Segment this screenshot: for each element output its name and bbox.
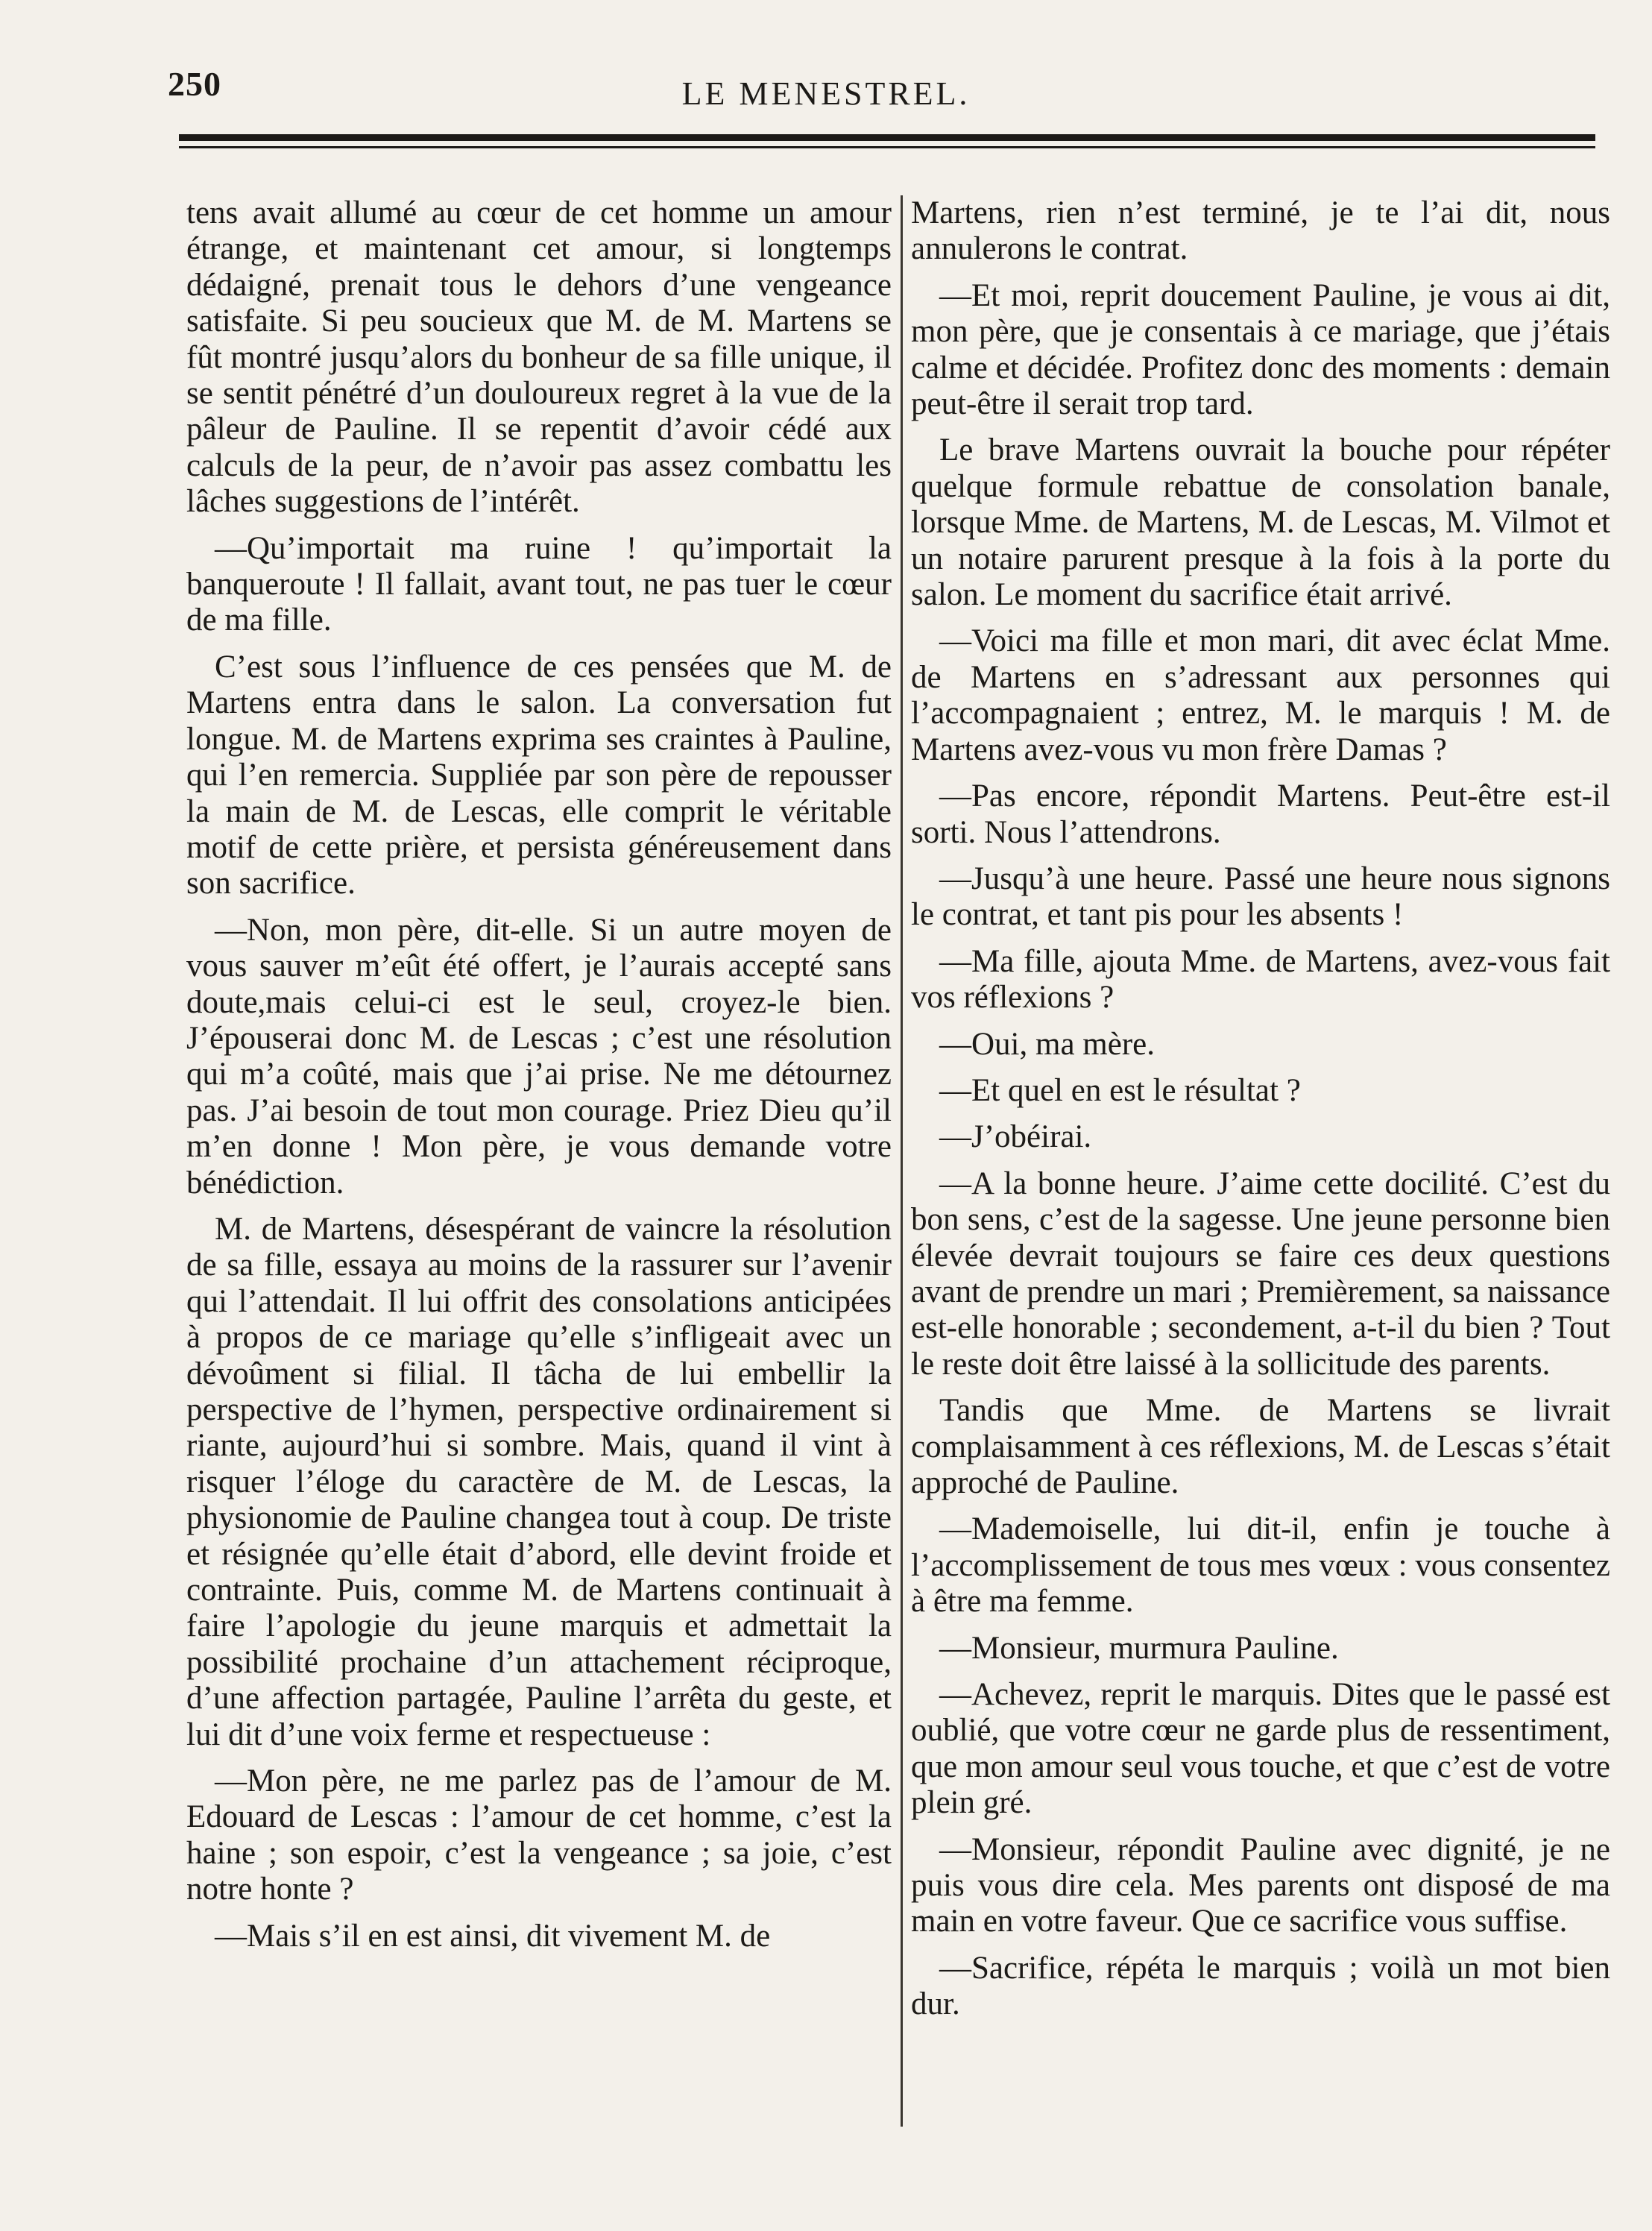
paragraph: M. de Martens, désespérant de vaincre la résolution de sa fille, essaya au moins de la rassurer sur l’avenir qui l’attendait. Il lui offrit des consolations anticipées à propos de ce mariage qu’elle s’infligeait avec un dévoûment si filial. Il tâcha de lui embellir la perspective de l’hymen, perspective ordinairement si riante, aujourd’hui si sombre. Mais, quand il vint à risquer l’éloge du caractère de M. de Lescas, la physionomie de Pauline changea tout à coup. De triste et résignée qu’elle était d’abord, elle devint froide et contrainte. Puis, comme M. de Martens continuait à faire l’apologie du jeune marquis et admettait la possibilité prochaine d’un attachement réciproque, d’une affection partagée, Pauline l’arrêta du geste, et lui dit d’une voix ferme et respectueuse :: [186, 1211, 892, 1752]
paragraph: —Pas encore, répondit Martens. Peut-être est-il sorti. Nous l’attendrons.: [911, 778, 1610, 850]
header-rule-thick: [179, 134, 1595, 141]
paragraph: —Jusqu’à une heure. Passé une heure nous signons le contrat, et tant pis pour les absents !: [911, 860, 1610, 933]
paragraph: —J’obéirai.: [939, 1119, 1092, 1155]
paragraph: —Achevez, reprit le marquis. Dites que le passé est oublié, que votre cœur ne garde plus de ressentiment, que mon amour seul vous touche, et que c’est de votre plein gré.: [911, 1677, 1610, 1821]
paragraph: Le brave Martens ouvrait la bouche pour répéter quelque formule rebattue de consolation banale, lorsque Mme. de Martens, M. de Lescas, M. Vilmot et un notaire parurent presque à la fois à la porte du salon. Le moment du sacrifice était arrivé.: [911, 432, 1610, 613]
paragraph: —Oui, ma mère.: [939, 1026, 1155, 1062]
paragraph: —Qu’importait ma ruine ! qu’importait la banqueroute ! Il fallait, avant tout, ne pas tuer le cœur de ma fille.: [186, 530, 892, 638]
right-column: [911, 195, 1610, 2033]
paragraph: tens avait allumé au cœur de cet homme un amour étrange, et maintenant cet amour, si longtemps dédaigné, prenait tous le dehors d’une vengeance satisfaite. Si peu soucieux que M. de M. Martens se fût montré jusqu’alors du bonheur de sa fille unique, il se sentit pénétré d’un douloureux regret à la vue de la pâleur de Pauline. Il se repentit d’avoir cédé aux calculs de la peur, de n’avoir pas assez combattu les lâches suggestions de l’intérêt.: [186, 195, 892, 520]
paragraph: —Mademoiselle, lui dit-il, enfin je touche à l’accomplissement de tous mes vœux : vous consentez à être ma femme.: [911, 1511, 1610, 1620]
header-rule-thin: [179, 146, 1595, 148]
paragraph: —A la bonne heure. J’aime cette docilité. C’est du bon sens, c’est de la sagesse. Une jeune personne bien élevée devrait toujours se faire ces deux questions avant de prendre un mari ; Premièrement, sa naissance est-elle honorable ; secondement, a-t-il du bien ? Tout le reste doit être laissé à la sollicitude des parents.: [911, 1165, 1610, 1382]
left-column: [186, 195, 892, 1965]
paragraph: —Mais s’il en est ainsi, dit vivement M. de: [215, 1918, 771, 1954]
page-number: 250: [168, 65, 221, 103]
paragraph: —Monsieur, répondit Pauline avec dignité, je ne puis vous dire cela. Mes parents ont disposé de ma main en votre faveur. Que ce sacrifice vous suffise.: [911, 1831, 1610, 1939]
paragraph: —Monsieur, murmura Pauline.: [939, 1630, 1339, 1666]
paragraph: —Mon père, ne me parlez pas de l’amour de M. Edouard de Lescas : l’amour de cet homme, c’est la haine ; son espoir, c’est la vengeance ; sa joie, c’est notre honte ?: [186, 1763, 892, 1907]
column-divider: [901, 195, 903, 2127]
paragraph: —Sacrifice, répéta le marquis ; voilà un mot bien dur.: [911, 1950, 1610, 2022]
paragraph: —Et quel en est le résultat ?: [939, 1072, 1301, 1108]
paragraph: C’est sous l’influence de ces pensées que M. de Martens entra dans le salon. La conversation fut longue. M. de Martens exprima ses craintes à Pauline, qui l’en remercia. Suppliée par son père de repousser la main de M. de Lescas, elle comprit le véritable motif de cette prière, et persista généreusement dans son sacrifice.: [186, 649, 892, 901]
paragraph: —Voici ma fille et mon mari, dit avec éclat Mme. de Martens en s’adressant aux personnes qui l’accompagnaient ; entrez, M. le marquis ! M. de Martens avez-vous vu mon frère Damas ?: [911, 623, 1610, 767]
paragraph: Tandis que Mme. de Martens se livrait complaisamment à ces réflexions, M. de Lescas s’était approché de Pauline.: [911, 1393, 1610, 1500]
paragraph: —Non, mon père, dit-elle. Si un autre moyen de vous sauver m’eût été offert, je l’aurais accepté sans doute,mais celui-ci est le seul, croyez-le bien. J’épouserai donc M. de Lescas ; c’est une résolution qui m’a coûté, mais que j’ai prise. Ne me détournez pas. J’ai besoin de tout mon courage. Priez Dieu qu’il m’en donne ! Mon père, je vous demande votre bénédiction.: [186, 912, 892, 1201]
paragraph: Martens, rien n’est terminé, je te l’ai dit, nous annulerons le contrat.: [911, 195, 1610, 267]
paragraph: —Et moi, reprit doucement Pauline, je vous ai dit, mon père, que je consentais à ce mariage, que j’étais calme et décidée. Profitez donc des moments : demain peut-être il serait trop tard.: [911, 277, 1610, 422]
journal-title: LE MENESTREL.: [681, 75, 971, 112]
paragraph: —Ma fille, ajouta Mme. de Martens, avez-vous fait vos réflexions ?: [911, 943, 1610, 1016]
